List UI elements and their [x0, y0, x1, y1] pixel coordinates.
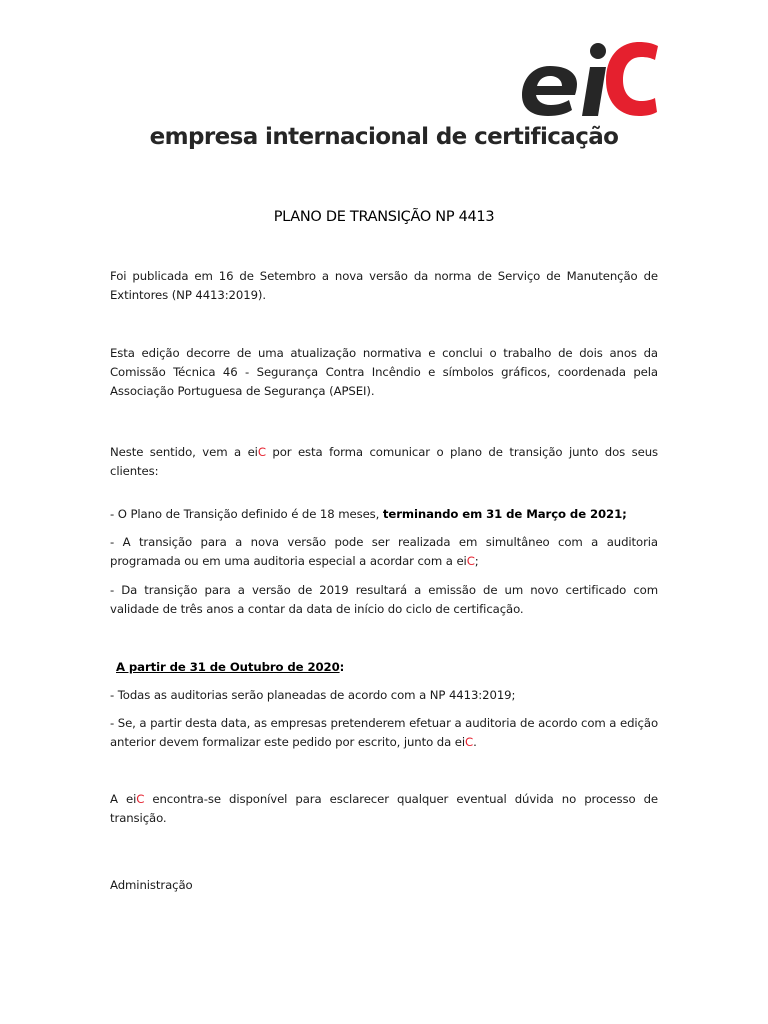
paragraph-availability: A eiC encontra-se disponível para esclarecer qualquer eventual dúvida no processo de transição.: [110, 792, 658, 825]
paragraph-communication: Neste sentido, vem a eiC por esta forma comunicar o plano de transição junto dos seus clientes:: [110, 445, 659, 478]
logo-letter-i: [582, 43, 606, 116]
subheading-from-date: A partir de 31 de Outubro de 2020:: [116, 660, 345, 674]
list-item-new-certificate: - Da transição para a versão de 2019 resultará a emissão de um novo certificado com validade de três anos a contar da data de início do ciclo de certificação.: [110, 583, 658, 616]
deadline-text: terminando em 31 de Março de 2021;: [382, 507, 627, 521]
list-item-previous-edition: - Se, a partir desta data, as empresas pretenderem efetuar a auditoria de acordo com a edição anterior devem formalizar este pedido por escrito, junto da eiC.: [110, 716, 658, 749]
list-item-transition-audit: - A transição para a nova versão pode ser realizada em simultâneo com a auditoria programada ou em uma auditoria especial a acordar com a eiC;: [110, 535, 658, 568]
paragraph-edition: Esta edição decorre de uma atualização normativa e conclui o trabalho de dois anos da Comissão Técnica 46 - Segurança Contra Incêndio e símbolos gráficos, coordenada pela Associação Portuguesa de Segurança (APSEI).: [110, 346, 658, 398]
eic-logo: [520, 40, 660, 118]
paragraph-publication: Foi publicada em 16 de Setembro a nova versão da norma de Serviço de Manutenção de Extintores (NP 4413:2019).: [110, 269, 658, 302]
signature: Administração: [110, 878, 193, 892]
document-title: PLANO DE TRANSIÇÃO NP 4413: [273, 209, 495, 225]
list-item-transition-period: - O Plano de Transição definido é de 18 meses, terminando em 31 de Março de 2021;: [110, 507, 627, 521]
list-item-audit-planning: - Todas as auditorias serão planeadas de acordo com a NP 4413:2019;: [110, 688, 516, 702]
logo-letter-e: [522, 66, 577, 116]
logo-letter-c: [606, 42, 658, 116]
company-tagline: empresa internacional de certificação: [149, 124, 619, 150]
